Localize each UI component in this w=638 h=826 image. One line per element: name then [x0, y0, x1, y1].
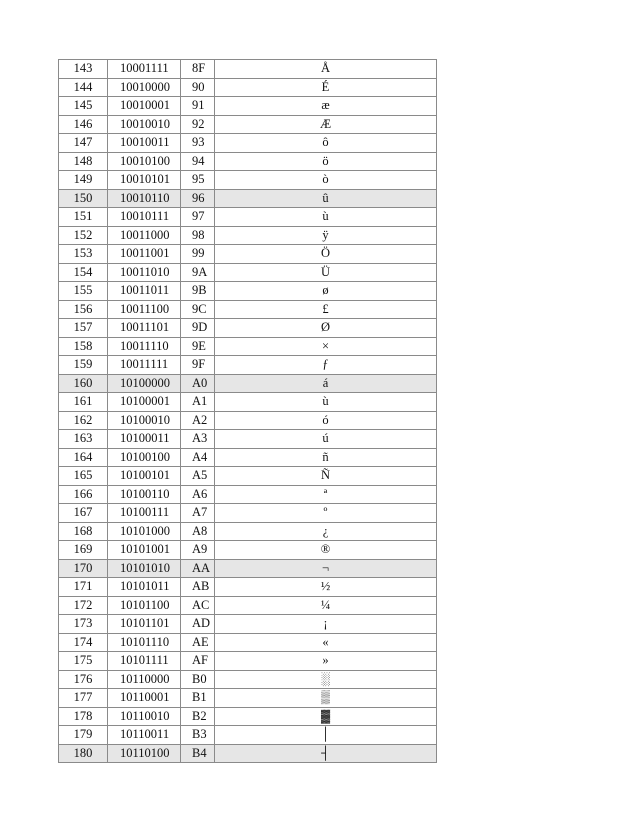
hex-cell: 98	[181, 226, 215, 245]
hex-cell: B4	[181, 744, 215, 763]
binary-cell: 10010111	[108, 208, 181, 227]
hex-cell: 92	[181, 115, 215, 134]
table-row	[59, 707, 437, 726]
binary-cell: 10100000	[108, 374, 181, 393]
decimal-cell: 180	[59, 744, 108, 763]
table-row	[59, 522, 437, 541]
decimal-cell: 148	[59, 152, 108, 171]
character-cell: º	[215, 504, 437, 523]
table-row	[59, 300, 437, 319]
table-row	[59, 60, 437, 79]
hex-cell: A4	[181, 448, 215, 467]
binary-cell: 10100010	[108, 411, 181, 430]
binary-cell: 10011010	[108, 263, 181, 282]
decimal-cell: 177	[59, 689, 108, 708]
character-cell: ÿ	[215, 226, 437, 245]
decimal-cell: 179	[59, 726, 108, 745]
table-row	[59, 578, 437, 597]
hex-cell: B2	[181, 707, 215, 726]
binary-cell: 10110100	[108, 744, 181, 763]
character-cell: ù	[215, 208, 437, 227]
table-row	[59, 78, 437, 97]
hex-cell: A9	[181, 541, 215, 560]
hex-cell: 8F	[181, 60, 215, 79]
table-row	[59, 689, 437, 708]
character-cell: ñ	[215, 448, 437, 467]
hex-cell: B3	[181, 726, 215, 745]
hex-cell: A6	[181, 485, 215, 504]
hex-cell: 90	[181, 78, 215, 97]
binary-cell: 10101000	[108, 522, 181, 541]
binary-cell: 10100111	[108, 504, 181, 523]
table-row	[59, 411, 437, 430]
character-cell: ×	[215, 337, 437, 356]
hex-cell: B1	[181, 689, 215, 708]
binary-cell: 10110011	[108, 726, 181, 745]
decimal-cell: 160	[59, 374, 108, 393]
binary-cell: 10011000	[108, 226, 181, 245]
character-cell: Ü	[215, 263, 437, 282]
hex-cell: 9B	[181, 282, 215, 301]
table-row	[59, 448, 437, 467]
binary-cell: 10100101	[108, 467, 181, 486]
character-cell: ░	[215, 670, 437, 689]
character-cell: »	[215, 652, 437, 671]
table-row	[59, 189, 437, 208]
character-cell: Ö	[215, 245, 437, 264]
decimal-cell: 162	[59, 411, 108, 430]
table-row	[59, 541, 437, 560]
decimal-cell: 152	[59, 226, 108, 245]
hex-cell: AF	[181, 652, 215, 671]
binary-cell: 10110000	[108, 670, 181, 689]
character-cell: æ	[215, 97, 437, 116]
hex-cell: 91	[181, 97, 215, 116]
decimal-cell: 176	[59, 670, 108, 689]
character-cell: Å	[215, 60, 437, 79]
character-code-table	[58, 59, 437, 763]
character-cell: ó	[215, 411, 437, 430]
hex-cell: 9A	[181, 263, 215, 282]
binary-cell: 10011100	[108, 300, 181, 319]
table-row	[59, 374, 437, 393]
binary-cell: 10011001	[108, 245, 181, 264]
hex-cell: 94	[181, 152, 215, 171]
character-cell: ô	[215, 134, 437, 153]
binary-cell: 10010011	[108, 134, 181, 153]
hex-cell: A3	[181, 430, 215, 449]
table-row	[59, 485, 437, 504]
character-cell: ▒	[215, 689, 437, 708]
character-cell: Ñ	[215, 467, 437, 486]
character-cell: ¼	[215, 596, 437, 615]
decimal-cell: 163	[59, 430, 108, 449]
hex-cell: A8	[181, 522, 215, 541]
decimal-cell: 147	[59, 134, 108, 153]
decimal-cell: 175	[59, 652, 108, 671]
character-cell: £	[215, 300, 437, 319]
table-row	[59, 615, 437, 634]
decimal-cell: 174	[59, 633, 108, 652]
binary-cell: 10101011	[108, 578, 181, 597]
table-row	[59, 670, 437, 689]
character-cell: ò	[215, 171, 437, 190]
decimal-cell: 165	[59, 467, 108, 486]
character-cell: «	[215, 633, 437, 652]
hex-cell: 9D	[181, 319, 215, 338]
binary-cell: 10010010	[108, 115, 181, 134]
hex-cell: 9E	[181, 337, 215, 356]
binary-cell: 10100011	[108, 430, 181, 449]
table-row	[59, 504, 437, 523]
table-row	[59, 245, 437, 264]
hex-cell: A7	[181, 504, 215, 523]
binary-cell: 10101010	[108, 559, 181, 578]
binary-cell: 10101100	[108, 596, 181, 615]
character-cell: á	[215, 374, 437, 393]
decimal-cell: 166	[59, 485, 108, 504]
binary-cell: 10101110	[108, 633, 181, 652]
binary-cell: 10110001	[108, 689, 181, 708]
binary-cell: 10010110	[108, 189, 181, 208]
hex-cell: B0	[181, 670, 215, 689]
hex-cell: 9F	[181, 356, 215, 375]
binary-cell: 10011110	[108, 337, 181, 356]
character-cell: │	[215, 726, 437, 745]
decimal-cell: 178	[59, 707, 108, 726]
character-cell: ½	[215, 578, 437, 597]
binary-cell: 10100001	[108, 393, 181, 412]
binary-cell: 10011111	[108, 356, 181, 375]
decimal-cell: 171	[59, 578, 108, 597]
table-row	[59, 226, 437, 245]
character-cell: ┤	[215, 744, 437, 763]
binary-cell: 10010101	[108, 171, 181, 190]
table-row	[59, 393, 437, 412]
character-cell: ¡	[215, 615, 437, 634]
character-cell: ø	[215, 282, 437, 301]
decimal-cell: 145	[59, 97, 108, 116]
decimal-cell: 156	[59, 300, 108, 319]
hex-cell: 9C	[181, 300, 215, 319]
character-cell: ¬	[215, 559, 437, 578]
character-cell: ù	[215, 393, 437, 412]
character-cell: ®	[215, 541, 437, 560]
decimal-cell: 173	[59, 615, 108, 634]
decimal-cell: 143	[59, 60, 108, 79]
table-row	[59, 115, 437, 134]
binary-cell: 10100110	[108, 485, 181, 504]
decimal-cell: 168	[59, 522, 108, 541]
table-row	[59, 134, 437, 153]
table-row	[59, 171, 437, 190]
hex-cell: 93	[181, 134, 215, 153]
table-row	[59, 282, 437, 301]
binary-cell: 10011101	[108, 319, 181, 338]
table-row	[59, 596, 437, 615]
decimal-cell: 167	[59, 504, 108, 523]
binary-cell: 10010000	[108, 78, 181, 97]
hex-cell: AE	[181, 633, 215, 652]
decimal-cell: 161	[59, 393, 108, 412]
table-row	[59, 263, 437, 282]
hex-cell: AB	[181, 578, 215, 597]
character-cell: ▓	[215, 707, 437, 726]
character-cell: û	[215, 189, 437, 208]
character-cell: ú	[215, 430, 437, 449]
decimal-cell: 169	[59, 541, 108, 560]
table-row	[59, 208, 437, 227]
decimal-cell: 151	[59, 208, 108, 227]
hex-cell: AD	[181, 615, 215, 634]
decimal-cell: 172	[59, 596, 108, 615]
decimal-cell: 159	[59, 356, 108, 375]
binary-cell: 10010001	[108, 97, 181, 116]
decimal-cell: 144	[59, 78, 108, 97]
character-cell: É	[215, 78, 437, 97]
decimal-cell: 170	[59, 559, 108, 578]
table-body	[59, 60, 437, 763]
character-cell: ª	[215, 485, 437, 504]
decimal-cell: 150	[59, 189, 108, 208]
hex-cell: A5	[181, 467, 215, 486]
table-row	[59, 430, 437, 449]
character-cell: ö	[215, 152, 437, 171]
binary-cell: 10100100	[108, 448, 181, 467]
decimal-cell: 164	[59, 448, 108, 467]
hex-cell: 96	[181, 189, 215, 208]
table-row	[59, 652, 437, 671]
binary-cell: 10010100	[108, 152, 181, 171]
decimal-cell: 149	[59, 171, 108, 190]
binary-cell: 10011011	[108, 282, 181, 301]
character-cell: ¿	[215, 522, 437, 541]
table-row	[59, 356, 437, 375]
decimal-cell: 146	[59, 115, 108, 134]
hex-cell: AA	[181, 559, 215, 578]
decimal-cell: 158	[59, 337, 108, 356]
hex-cell: 99	[181, 245, 215, 264]
table-row	[59, 97, 437, 116]
hex-cell: 95	[181, 171, 215, 190]
decimal-cell: 153	[59, 245, 108, 264]
table-row	[59, 337, 437, 356]
character-cell: ƒ	[215, 356, 437, 375]
hex-cell: A2	[181, 411, 215, 430]
decimal-cell: 154	[59, 263, 108, 282]
binary-cell: 10001111	[108, 60, 181, 79]
binary-cell: 10110010	[108, 707, 181, 726]
binary-cell: 10101101	[108, 615, 181, 634]
table-row	[59, 744, 437, 763]
table-row	[59, 467, 437, 486]
table-row	[59, 152, 437, 171]
hex-cell: A0	[181, 374, 215, 393]
table-row	[59, 726, 437, 745]
character-cell: Æ	[215, 115, 437, 134]
hex-cell: A1	[181, 393, 215, 412]
decimal-cell: 157	[59, 319, 108, 338]
hex-cell: 97	[181, 208, 215, 227]
character-cell: Ø	[215, 319, 437, 338]
binary-cell: 10101111	[108, 652, 181, 671]
decimal-cell: 155	[59, 282, 108, 301]
table-row	[59, 559, 437, 578]
binary-cell: 10101001	[108, 541, 181, 560]
table-row	[59, 633, 437, 652]
hex-cell: AC	[181, 596, 215, 615]
table-row	[59, 319, 437, 338]
